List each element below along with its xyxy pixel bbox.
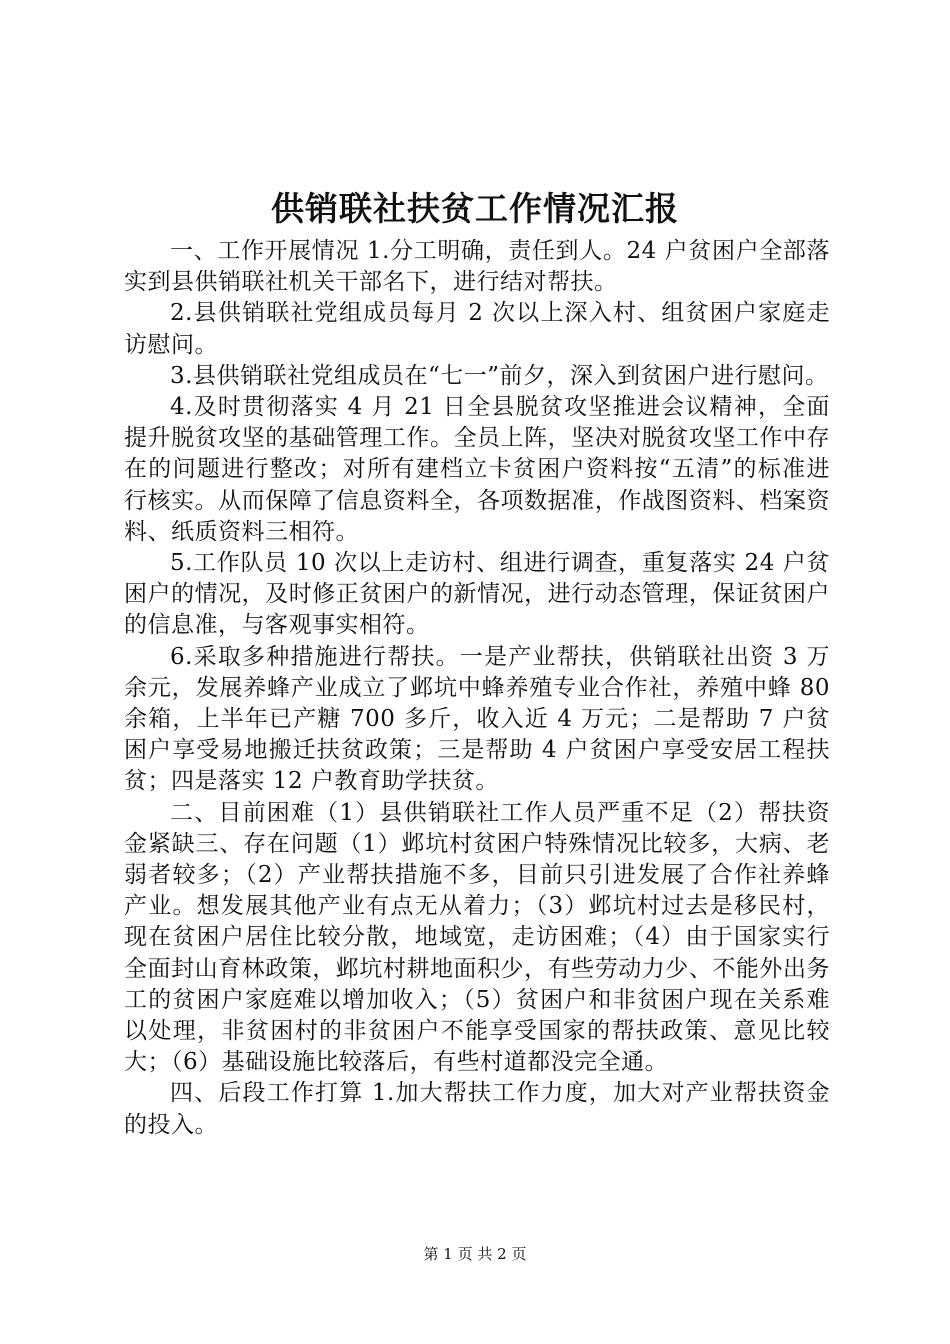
paragraph-team-investigation: 5.工作队员 10 次以上走访村、组进行调查，重复落实 24 户贫困户的情况，及时修正贫困户的新情况，进行动态管理，保证贫困户的信息准，与客观事实相符。 xyxy=(124,550,830,639)
paragraph-future-plans: 四、后段工作打算 1.加大帮扶工作力度，加大对产业帮扶资金的投入。 xyxy=(124,1080,830,1138)
paragraph-assistance-measures: 6.采取多种措施进行帮扶。一是产业帮扶，供销联社出资 3 万余元，发展养蜂产业成立了邺坑中蜂养殖专业合作社，养殖中蜂 80 余箱，上半年已产糖 700 多斤，收入近 4 万元；二是帮助 7 户贫困户享受易地搬迁扶贫政策；三是帮助 4 户贫困户享受安居工程扶贫；四是落实 12 户教育助学扶贫。 xyxy=(124,643,830,795)
paragraph-difficulties-problems: 二、目前困难（1）县供销联社工作人员严重不足（2）帮扶资金紧缺三、存在问题（1）邺坑村贫困户特殊情况比较多，大病、老弱者较多；（2）产业帮扶措施不多，目前只引进发展了合作社养蜂产业。想发展其他产业有点无从着力；（3）邺坑村过去是移民村，现在贫困户居住比较分散，地域宽，走访困难；（4）由于国家实行全面封山育林政策，邺坑村耕地面积少，有些劳动力少、不能外出务工的贫困户家庭难以增加收入；（5）贫困户和非贫困户现在关系难以处理，非贫困村的非贫困户不能享受国家的帮扶政策、意见比较大；（6）基础设施比较落后，有些村道都没完全通。 xyxy=(124,799,830,1076)
paragraph-meeting-implementation: 4.及时贯彻落实 4 月 21 日全县脱贫攻坚推进会议精神，全面提升脱贫攻坚的基础管理工作。全员上阵，坚决对脱贫攻坚工作中存在的问题进行整改；对所有建档立卡贫困户资料按“五清”的标准进行核实。从而保障了信息资料全，各项数据准，作战图资料、档案资料、纸质资料三相符。 xyxy=(124,394,830,545)
paragraph-work-progress: 一、工作开展情况 1.分工明确，责任到人。24 户贫困户全部落实到县供销联社机关干部名下，进行结对帮扶。 xyxy=(124,238,830,296)
paragraph-monthly-visits: 2.县供销联社党组成员每月 2 次以上深入村、组贫困户家庭走访慰问。 xyxy=(124,300,830,358)
page-number-footer: 第 1 页 共 2 页 xyxy=(423,1245,527,1263)
document-title: 供销联社扶贫工作情况汇报 xyxy=(271,189,679,228)
document-body xyxy=(124,236,830,1141)
paragraph-july-visits: 3.县供销联社党组成员在“七一”前夕，深入到贫困户进行慰问。 xyxy=(170,362,829,389)
